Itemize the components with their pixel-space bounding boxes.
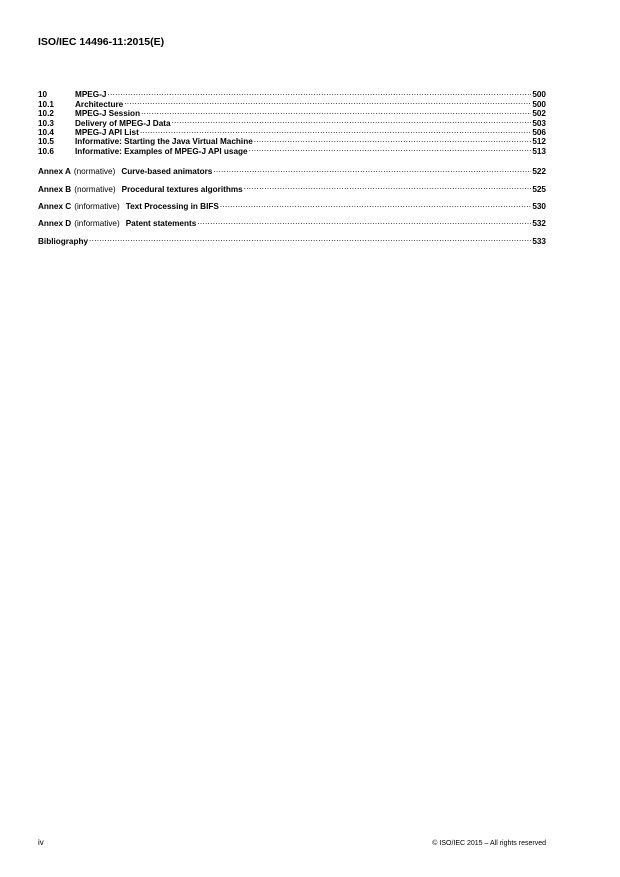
- dot-leader: [213, 165, 531, 174]
- toc-section-number: 10.4: [38, 127, 54, 137]
- annex-label: Annex A: [38, 167, 71, 177]
- copyright-notice: © ISO/IEC 2015 – All rights reserved: [432, 840, 546, 847]
- dot-leader: [107, 88, 531, 97]
- toc-page-number: 500: [532, 90, 546, 100]
- annex-type: (informative): [74, 219, 120, 229]
- toc-entry-annex-c[interactable]: [38, 200, 546, 209]
- toc-page-number: 512: [532, 137, 546, 147]
- toc-entry-annex-b[interactable]: [38, 182, 546, 194]
- toc-page-number: 502: [532, 109, 546, 119]
- document-header: ISO/IEC 14496-11:2015(E): [38, 36, 165, 48]
- toc-page-number: 506: [532, 127, 546, 137]
- toc-entry-10-5[interactable]: [38, 135, 546, 147]
- toc-entry-10-1[interactable]: [38, 97, 546, 109]
- toc-section-number: 10.6: [38, 146, 54, 156]
- toc-section-title: MPEG-J: [75, 90, 107, 100]
- dot-leader: [89, 234, 531, 243]
- toc-section-title: Informative: Starting the Java Virtual Machine: [75, 137, 253, 147]
- toc-section-number: 10: [38, 90, 48, 100]
- toc-entry-bibliography[interactable]: [38, 234, 546, 246]
- dot-leader: [141, 107, 531, 116]
- toc-section-title: Architecture: [75, 99, 124, 109]
- toc-entry-10-3[interactable]: [38, 116, 546, 128]
- page-number: iv: [38, 838, 44, 847]
- toc-section-title: Informative: Examples of MPEG-J API usage: [75, 146, 248, 156]
- page-footer: [38, 838, 546, 847]
- dot-leader: [124, 97, 531, 106]
- toc-entry-annex-d[interactable]: [38, 217, 546, 229]
- annex-type: (informative): [74, 201, 120, 211]
- dot-leader: [140, 126, 531, 135]
- dot-leader: [172, 116, 532, 125]
- annex-title: Patent statements: [125, 219, 197, 229]
- dot-leader: [254, 135, 532, 144]
- bibliography-title: Bibliography: [38, 236, 89, 246]
- dot-leader: [220, 200, 531, 209]
- annex-label: Annex D: [38, 219, 72, 229]
- toc-section-number: 10.5: [38, 137, 54, 147]
- toc-page-number: 503: [532, 118, 546, 128]
- toc-entry-10-2[interactable]: [38, 107, 546, 119]
- annex-title: Curve-based animators: [121, 167, 213, 177]
- toc-section-number: 10.2: [38, 109, 54, 119]
- toc-section-number: 10.1: [38, 99, 54, 109]
- annex-label: Annex C: [38, 201, 72, 211]
- toc-page-number: 525: [532, 184, 546, 194]
- toc-entry-10-4[interactable]: [38, 126, 546, 135]
- toc-page-number: 513: [532, 146, 546, 156]
- annex-type: (normative): [73, 167, 116, 177]
- dot-leader: [249, 144, 532, 153]
- annex-type: (normative): [74, 184, 116, 194]
- toc-entry-10-6[interactable]: [38, 144, 546, 156]
- toc-page-number: 500: [532, 99, 546, 109]
- dot-leader: [244, 182, 532, 191]
- table-of-contents: [38, 88, 546, 244]
- toc-page-number: 522: [532, 167, 546, 177]
- toc-page-number: 532: [532, 219, 546, 229]
- toc-section-title: MPEG-J Session: [75, 109, 141, 119]
- annex-title: Text Processing in BIFS: [125, 201, 219, 211]
- toc-entry-annex-a[interactable]: [38, 165, 546, 177]
- annex-title: Procedural textures algorithms: [121, 184, 243, 194]
- toc-page-number: 533: [532, 236, 546, 246]
- toc-page-number: 530: [532, 201, 546, 211]
- toc-section-title: Delivery of MPEG-J Data: [75, 118, 171, 128]
- annex-label: Annex B: [38, 184, 72, 194]
- dot-leader: [197, 217, 531, 226]
- toc-section-number: 10.3: [38, 118, 54, 128]
- toc-entry-10[interactable]: [38, 88, 546, 100]
- toc-section-title: MPEG-J API List: [75, 127, 139, 137]
